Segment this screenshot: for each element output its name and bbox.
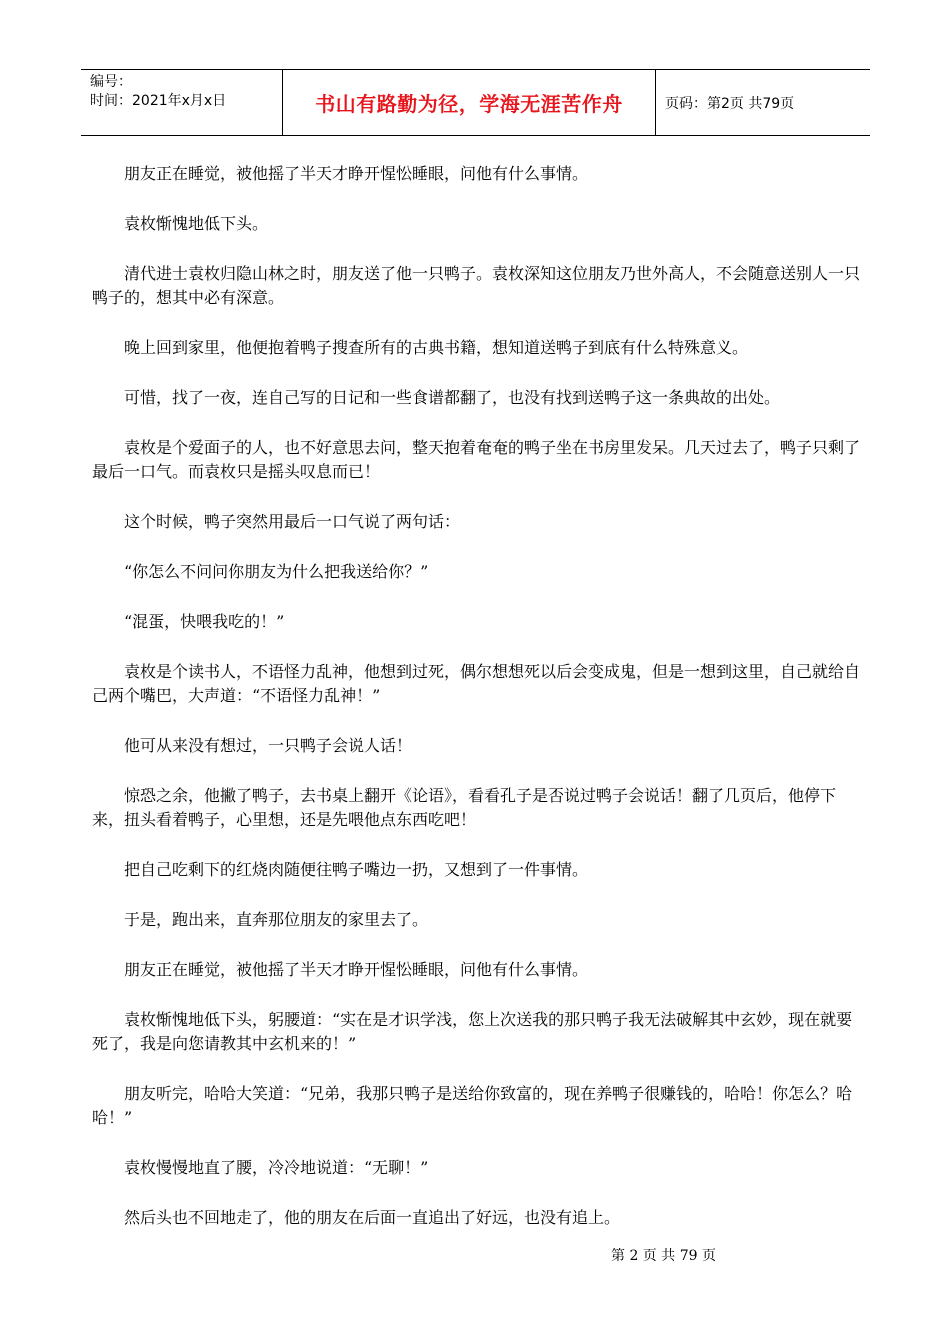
- paragraph: 朋友正在睡觉，被他摇了半天才睁开惺忪睡眼，问他有什么事情。: [124, 960, 589, 979]
- paragraph: 袁枚慢慢地直了腰，冷冷地说道：“无聊！”: [124, 1158, 429, 1177]
- paragraph: “你怎么不问问你朋友为什么把我送给你？”: [124, 562, 429, 581]
- page-header: [81, 69, 870, 136]
- page-footer-number: 第 2 页 共 79 页: [611, 1248, 716, 1264]
- paragraph: 他可从来没有想过，一只鸭子会说人话！: [124, 736, 413, 755]
- paragraph: 可惜，找了一夜，连自己写的日记和一些食谱都翻了，也没有找到送鸭子这一条典故的出处。: [124, 388, 781, 407]
- paragraph: 朋友正在睡觉，被他摇了半天才睁开惺忪睡眼，问他有什么事情。: [124, 164, 589, 183]
- document-number-label: 编号：: [90, 74, 132, 90]
- header-page-info: 页码：第2页 共79页: [665, 95, 795, 112]
- header-meta: [81, 70, 283, 135]
- paragraph: 晚上回到家里，他便抱着鸭子搜查所有的古典书籍，想知道送鸭子到底有什么特殊意义。: [124, 338, 749, 357]
- paragraph: 清代进士袁枚归隐山林之时，朋友送了他一只鸭子。袁枚深知这位朋友乃世外高人，不会随意送别人一只鸭子的，想其中必有深意。: [92, 264, 861, 307]
- paragraph: 然后头也不回地走了，他的朋友在后面一直追出了好远，也没有追上。: [124, 1208, 621, 1227]
- paragraph: 把自己吃剩下的红烧肉随便往鸭子嘴边一扔，又想到了一件事情。: [124, 860, 589, 879]
- paragraph: 这个时候，鸭子突然用最后一口气说了两句话：: [124, 512, 461, 531]
- paragraph: 袁枚是个读书人，不语怪力乱神，他想到过死，偶尔想想死以后会变成鬼，但是一想到这里，自己就给自己两个嘴巴，大声道：“不语怪力乱神！”: [92, 662, 861, 705]
- paragraph: 袁枚是个爱面子的人，也不好意思去问，整天抱着奄奄的鸭子坐在书房里发呆。几天过去了，鸭子只剩了最后一口气。而袁枚只是摇头叹息而已！: [92, 438, 861, 481]
- document-date-label: 时间：2021年x月x日: [90, 93, 227, 109]
- paragraph: 袁枚惭愧地低下头，躬腰道：“实在是才识学浅，您上次送我的那只鸭子我无法破解其中玄妙，现在就要死了，我是向您请教其中玄机来的！”: [92, 1010, 853, 1053]
- paragraph: 于是，跑出来，直奔那位朋友的家里去了。: [124, 910, 429, 929]
- paragraph: 袁枚惭愧地低下头。: [124, 214, 269, 233]
- paragraph: 惊恐之余，他撇了鸭子，去书桌上翻开《论语》，看看孔子是否说过鸭子会说话！翻了几页后，他停下来，扭头看着鸭子，心里想，还是先喂他点东西吃吧！: [92, 786, 837, 829]
- paragraph: “混蛋，快喂我吃的！”: [124, 612, 285, 631]
- article-body: [92, 162, 862, 1256]
- paragraph: 朋友听完，哈哈大笑道：“兄弟，我那只鸭子是送给你致富的，现在养鸭子很赚钱的，哈哈！你怎么？哈哈！”: [92, 1084, 853, 1127]
- header-motto: 书山有路勤为径，学海无涯苦作舟: [283, 70, 656, 135]
